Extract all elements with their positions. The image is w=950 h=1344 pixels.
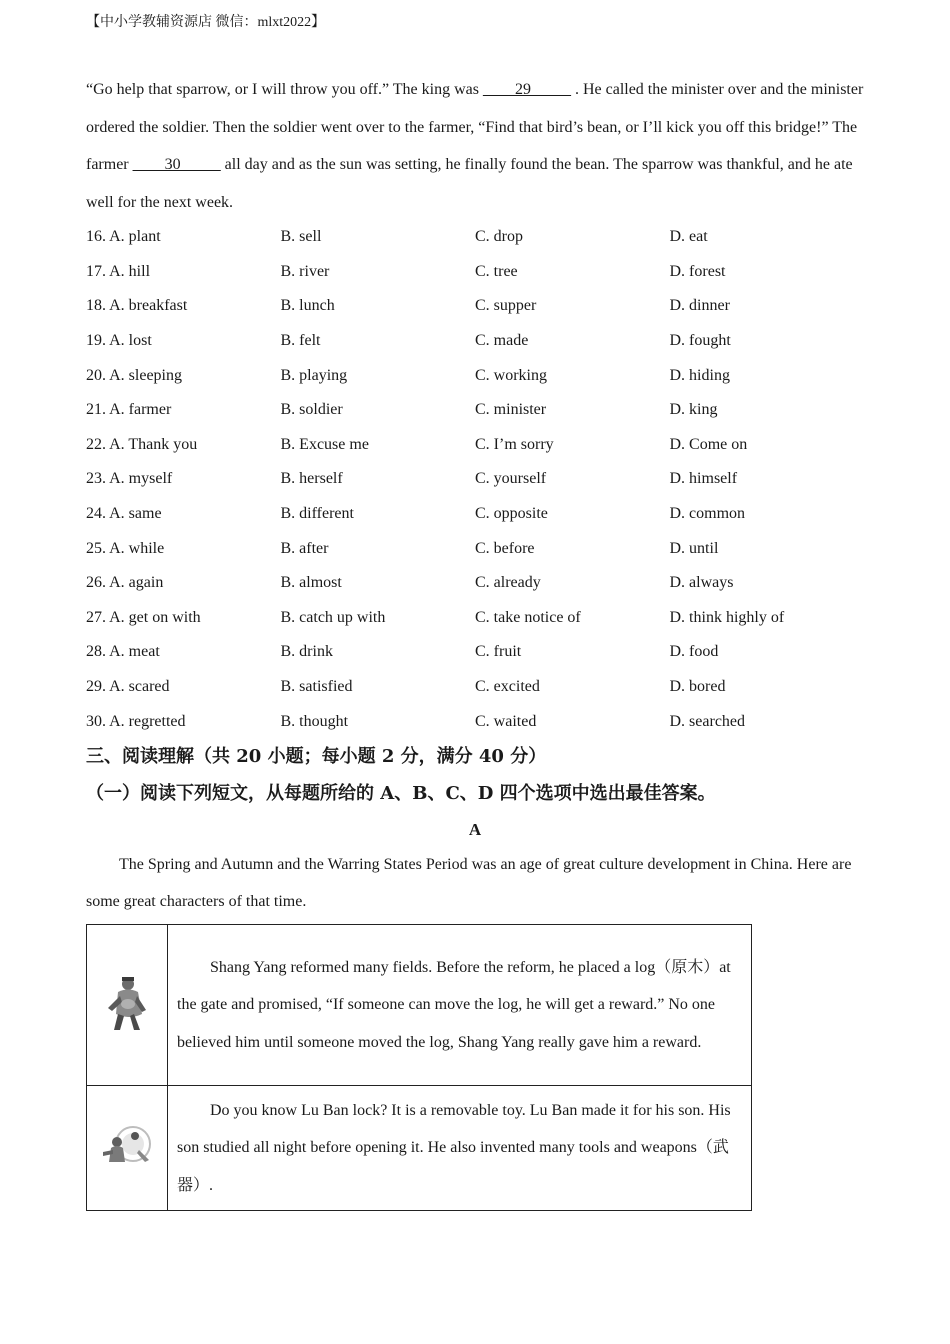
- option-row: [86, 289, 866, 324]
- option-b: B. Excuse me: [280, 435, 369, 453]
- option-row: [86, 635, 866, 670]
- option-d: D. Come on: [669, 435, 748, 453]
- option-row: [86, 601, 866, 636]
- option-a: 22. A. Thank you: [86, 435, 198, 453]
- option-d: D. bored: [669, 678, 726, 696]
- blank-29: ____29_____: [482, 81, 571, 98]
- option-a: 17. A. hill: [86, 262, 151, 280]
- option-b: B. satisfied: [280, 678, 353, 696]
- blank-30: ____30_____: [132, 156, 221, 173]
- cloze-passage-end: [86, 71, 866, 221]
- cloze-options-list: [86, 220, 866, 739]
- option-c: C. working: [475, 366, 547, 384]
- section-title: 三、阅读理解（共 20 小题；每小题 2 分，满分 40 分）: [86, 746, 547, 767]
- option-c: C. drop: [475, 228, 523, 246]
- option-a: 29. A. scared: [86, 678, 170, 696]
- option-row: [86, 462, 866, 497]
- option-b: B. thought: [280, 712, 349, 730]
- option-c: C. excited: [475, 678, 540, 696]
- option-row: [86, 393, 866, 428]
- option-d: D. himself: [669, 470, 738, 488]
- option-c: C. supper: [475, 297, 537, 315]
- option-d: D. think highly of: [669, 608, 785, 626]
- option-a: 23. A. myself: [86, 470, 173, 488]
- option-a: 30. A. regretted: [86, 712, 186, 730]
- option-a: 18. A. breakfast: [86, 297, 188, 315]
- option-b: B. drink: [280, 643, 333, 661]
- option-b: B. playing: [280, 366, 348, 384]
- option-c: C. tree: [475, 262, 518, 280]
- option-a: 25. A. while: [86, 539, 165, 557]
- option-d: D. until: [669, 539, 719, 557]
- option-b: B. catch up with: [280, 608, 386, 626]
- passage-intro: The Spring and Autumn and the Warring States Period was an age of great culture development in China. Here are some great characters of that time.: [86, 856, 852, 910]
- option-d: D. hiding: [669, 366, 730, 384]
- option-d: D. eat: [669, 228, 708, 246]
- option-row: [86, 497, 866, 532]
- option-row: [86, 324, 866, 359]
- option-row: [86, 220, 866, 255]
- option-b: B. herself: [280, 470, 343, 488]
- option-c: C. waited: [475, 712, 537, 730]
- table-row: [87, 1086, 752, 1211]
- option-b: B. felt: [280, 332, 321, 350]
- option-a: 16. A. plant: [86, 228, 161, 246]
- option-b: B. almost: [280, 574, 342, 592]
- section-subtitle: （一）阅读下列短文，从每题所给的 A、B、C、D 四个选项中选出最佳答案。: [86, 783, 716, 804]
- option-d: D. forest: [669, 262, 726, 280]
- shang-yang-figure-icon: [104, 974, 150, 1037]
- option-row: [86, 566, 866, 601]
- passage-text: “Go help that sparrow, or I will throw you off.” The king was: [86, 81, 483, 98]
- passage-label: A: [468, 820, 482, 839]
- option-a: 19. A. lost: [86, 332, 152, 350]
- option-a: 26. A. again: [86, 574, 164, 592]
- option-a: 24. A. same: [86, 505, 162, 523]
- option-row: [86, 428, 866, 463]
- table-row: [87, 925, 752, 1086]
- option-b: B. sell: [280, 228, 322, 246]
- option-a: 28. A. meat: [86, 643, 160, 661]
- option-c: C. fruit: [475, 643, 522, 661]
- option-b: B. lunch: [280, 297, 335, 315]
- page-header: 【中小学教辅资源店 微信：mlxt2022】: [86, 15, 326, 30]
- option-b: B. different: [280, 505, 354, 523]
- option-d: D. food: [669, 643, 719, 661]
- option-row: [86, 531, 866, 566]
- lu-ban-description: Do you know Lu Ban lock? It is a removable toy. Lu Ban made it for his son. His son studied all night before opening it. He also invented many tools and weapons（武器）.: [168, 1086, 752, 1211]
- option-c: C. take notice of: [475, 608, 581, 626]
- option-b: B. after: [280, 539, 329, 557]
- option-c: C. I’m sorry: [475, 435, 554, 453]
- option-d: D. dinner: [669, 297, 730, 315]
- option-d: D. searched: [669, 712, 746, 730]
- option-b: B. river: [280, 262, 330, 280]
- option-c: C. minister: [475, 401, 547, 419]
- lu-ban-figure-icon: [99, 1122, 155, 1175]
- option-d: D. fought: [669, 332, 731, 350]
- option-row: [86, 704, 866, 739]
- option-c: C. already: [475, 574, 541, 592]
- option-d: D. always: [669, 574, 734, 592]
- option-row: [86, 670, 866, 705]
- option-c: C. made: [475, 332, 529, 350]
- image-cell: [87, 925, 168, 1086]
- option-b: B. soldier: [280, 401, 343, 419]
- passage-text: all day and as the sun was setting, he finally found the bean. The sparrow was thankful, and he ate well for the next week.: [86, 156, 853, 211]
- shang-yang-description: Shang Yang reformed many fields. Before the reform, he placed a log（原木）at the gate and promised, “If someone can move the log, he will get a reward.” No one believed him until someone moved the log, Shang Yang really gave him a reward.: [168, 925, 752, 1086]
- option-a: 27. A. get on with: [86, 608, 201, 626]
- option-row: [86, 358, 866, 393]
- option-c: C. before: [475, 539, 535, 557]
- passage-text: . He called the minister over and the minister ordered the soldier. Then the soldier went over to the farmer, “Find that bird’s bean, or I’ll kick you off this bridge!” The farmer: [86, 81, 864, 173]
- characters-table: [86, 924, 752, 1211]
- image-cell: [87, 1086, 168, 1211]
- option-row: [86, 255, 866, 290]
- option-a: 20. A. sleeping: [86, 366, 182, 384]
- option-c: C. yourself: [475, 470, 547, 488]
- option-d: D. common: [669, 505, 746, 523]
- option-d: D. king: [669, 401, 718, 419]
- option-c: C. opposite: [475, 505, 548, 523]
- option-a: 21. A. farmer: [86, 401, 172, 419]
